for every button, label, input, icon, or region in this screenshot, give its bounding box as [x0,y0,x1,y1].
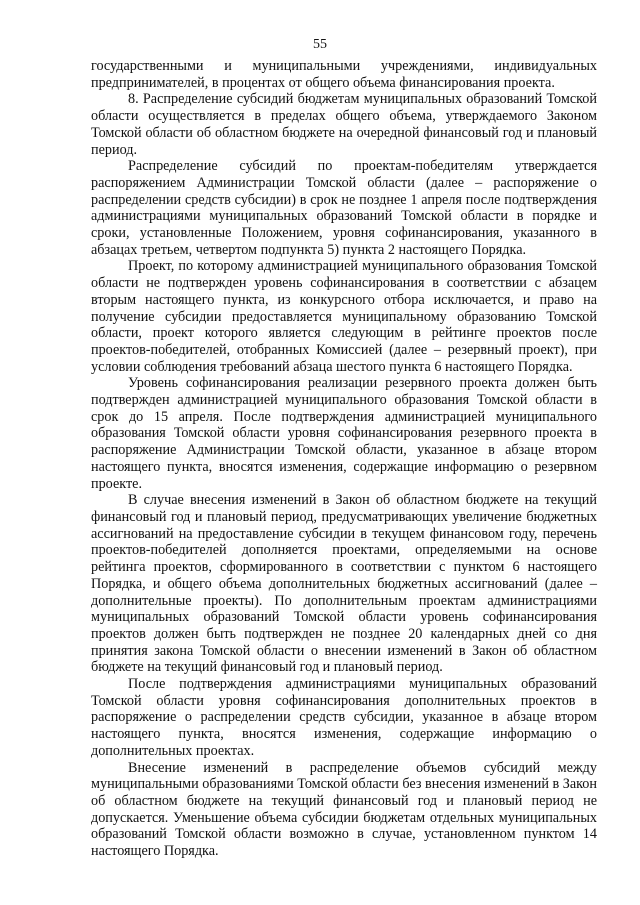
paragraph-additional-confirmation: После подтверждения администрациями муниципальных образований Томской области уровня софинансирования дополнительных проектов в распоряжение о распределении средств субсидии, указанное в абзаце втором настоящего пункта, вносятся изменения, содержащие информацию о дополнительных проектах. [91,676,597,759]
document-body [91,58,597,860]
paragraph-distribution-approval: Распределение субсидий по проектам-победителям утверждается распоряжением Администрации Томской области (далее – распоряжение о распределении средств субсидии) в срок не позднее 1 апреля после подтверждения администрациями муниципальных образований Томской области в порядке и сроки, установленные Положением, уровня софинансирования, указанного в абзацах третьем, четвертом подпункта 5) пункта 2 настоящего Порядка. [91,158,597,258]
paragraph-reserve-project: Проект, по которому администрацией муниципального образования Томской области не подтвержден уровень софинансирования в соответствии с абзацем вторым настоящего пункта, из конкурсного отбора исключается, и право на получение субсидии предоставляется муниципальному образованию Томской области, проект которого является следующим в рейтинге проектов после проектов-победителей, отобранных Комиссией (далее – резервный проект), при условии соблюдения требований абзаца шестого пункта 6 настоящего Порядка. [91,258,597,375]
paragraph-reserve-cofinancing: Уровень софинансирования реализации резервного проекта должен быть подтвержден администрацией муниципального образования Томской области в срок до 15 апреля. После подтверждения администрацией муниципального образования Томской области уровня софинансирования резервного проекта в распоряжение Администрации Томской области, указанное в абзаце втором настоящего пункта, вносятся изменения, содержащие информацию о резервном проекте. [91,375,597,492]
page-number: 55 [313,37,327,52]
paragraph-continuation: государственными и муниципальными учреждениями, индивидуальных предпринимателей, в процентах от общего объема финансирования проекта. [91,58,597,91]
paragraph-item-8: 8. Распределение субсидий бюджетам муниципальных образований Томской области осуществляется в пределах общего объема, утверждаемого Законом Томской области об областном бюджете на очередной финансовый год и плановый период. [91,91,597,158]
paragraph-distribution-changes: Внесение изменений в распределение объемов субсидий между муниципальными образованиями Томской области без внесения изменений в Закон об областном бюджете на текущий финансовый год и плановый период не допускается. Уменьшение объема субсидии бюджетам отдельных муниципальных образований Томской области возможно в случае, установленном пунктом 14 настоящего Порядка. [91,759,597,860]
paragraph-additional-projects: В случае внесения изменений в Закон об областном бюджете на текущий финансовый год и плановый период, предусматривающих увеличение бюджетных ассигнований на предоставление субсидии в текущем финансовом году, перечень проектов-победителей дополняется проектами, определяемыми на основе рейтинга проектов, сформированного в соответствии с пунктом 6 настоящего Порядка, и общего объема дополнительных бюджетных ассигнований (далее – дополнительные проекты). По дополнительным проектам администрациями муниципальных образований Томской области уровень софинансирования проектов должен быть подтвержден не позднее 20 календарных дней со дня принятия закона Томской области о внесении изменений в Закон об областном бюджете на текущий финансовый год и плановый период. [91,492,597,676]
